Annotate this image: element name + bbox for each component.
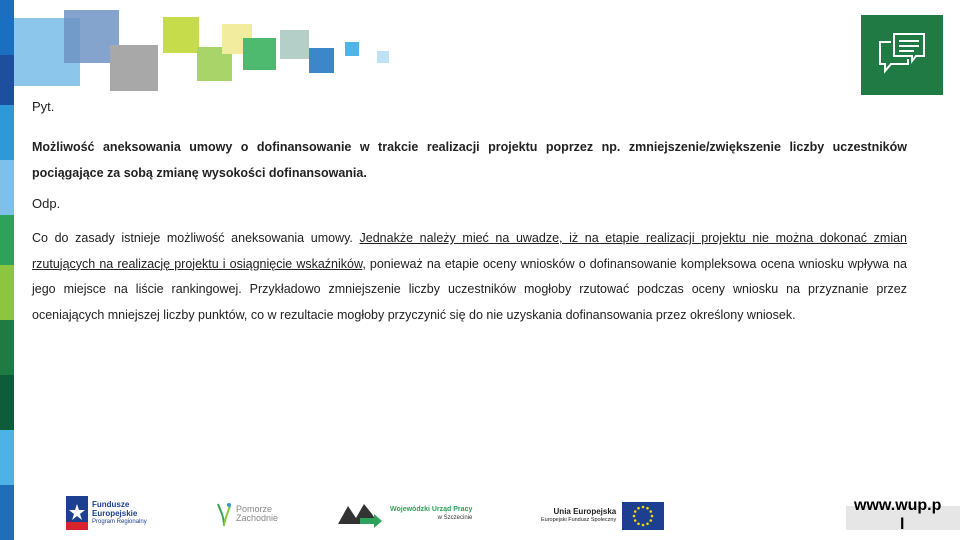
ue-line-1: Unia Europejska (553, 507, 617, 516)
fe-line-1: Fundusze (92, 499, 130, 509)
left-color-stripe (0, 0, 14, 540)
footer-logos (0, 490, 960, 540)
pomorze-leaf-icon (216, 500, 232, 528)
logo-wup (338, 500, 472, 528)
answer-part-underlined: Jednakże należy mieć na uwadze, iż na etapie realizacji projektu nie można dokonać zmian rzutujących na realizację projektu i osiągnięcie wskaźników (32, 231, 907, 271)
fe-line-3: Program Regionalny (92, 518, 147, 525)
wup-emblem-icon (338, 500, 384, 528)
website-url[interactable]: www.wup.p (854, 497, 942, 514)
question-text: Możliwość aneksowania umowy o dofinansowanie w trakcie realizacji projektu poprzez np. zmniejszenie/zwiększenie liczby uczestników pociągające za sobą zmianę wysokości dofinansowania. (32, 140, 907, 180)
logo-fundusze-europejskie (66, 496, 147, 530)
ue-line-2: Europejski Fundusz Społeczny (541, 517, 617, 523)
pz-line-1: Pomorze (236, 504, 273, 514)
chat-bubbles-icon (876, 30, 928, 81)
eu-flag-icon (622, 502, 664, 530)
logo-pomorze-zachodnie (216, 500, 278, 528)
answer-part-1: Co do zasady istnieje możliwość aneksowania umowy. (32, 231, 360, 245)
website-url-tail[interactable]: l (900, 516, 905, 533)
chat-panel (861, 15, 943, 95)
pz-line-2: Zachodnie (236, 513, 279, 523)
wup-line-1: Wojewódzki Urząd Pracy (390, 506, 473, 513)
fe-star-icon (66, 496, 88, 530)
question-label: Pyt. (32, 99, 55, 114)
answer-text (32, 226, 907, 328)
wup-line-2: w Szczecinie (437, 515, 473, 521)
answer-label: Odp. (32, 196, 61, 211)
logo-unia-europejska (541, 502, 664, 530)
answer-part-3: , ponieważ na etapie oceny wniosków o dofinansowanie kompleksowa ocena wniosku wpływa na jego miejsce na liście rankingowej. Przykładowo zmniejszenie liczby uczestników mogłoby rzutować podczas oceny wniosku na przyznanie przez oceniających mniejszej liczby punktów, co w rezultacie mogłoby przyczynić się do nie uzyskania dofinansowania przez określony wniosek. (32, 256, 907, 322)
fe-line-2: Europejskie (92, 508, 138, 518)
